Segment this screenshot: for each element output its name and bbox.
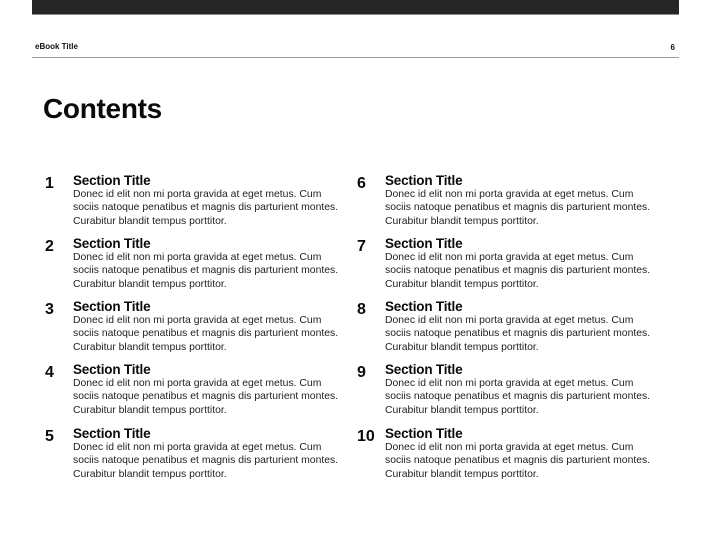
toc-item-number: 4 [45,364,54,381]
toc-item-9[interactable] [357,362,657,422]
toc-item-title[interactable]: Section Title [385,362,463,377]
toc-item-description: Donec id elit non mi porta gravida at eget metus. Cum sociis natoque penatibus et magnis dis parturient montes. Curabitur blandit tempus porttitor. [73,442,339,480]
toc-item-number: 6 [357,175,366,192]
toc-item-7[interactable] [357,236,657,296]
toc-item-description: Donec id elit non mi porta gravida at eget metus. Cum sociis natoque penatibus et magnis dis parturient montes. Curabitur blandit tempus porttitor. [73,252,339,290]
toc-item-5[interactable] [45,426,345,486]
toc-item-description: Donec id elit non mi porta gravida at eget metus. Cum sociis natoque penatibus et magnis dis parturient montes. Curabitur blandit tempus porttitor. [385,442,651,480]
toc-item-number: 1 [45,175,54,192]
toc-item-title[interactable]: Section Title [73,426,151,441]
toc-item-title[interactable]: Section Title [385,236,463,251]
toc-item-number: 7 [357,238,366,255]
book-title: eBook Title [35,42,78,51]
toc-item-number: 10 [357,428,375,445]
page-number: 6 [670,43,675,52]
toc-item-3[interactable] [45,299,345,359]
toc-item-description: Donec id elit non mi porta gravida at eget metus. Cum sociis natoque penatibus et magnis dis parturient montes. Curabitur blandit tempus porttitor. [385,315,651,353]
running-header [32,40,679,58]
toc-item-title[interactable]: Section Title [385,426,463,441]
toc-item-title[interactable]: Section Title [385,173,463,188]
toc-item-4[interactable] [45,362,345,422]
toc-item-number: 9 [357,364,366,381]
toc-item-2[interactable] [45,236,345,296]
toc-item-10[interactable] [357,426,657,486]
toc-item-title[interactable]: Section Title [73,299,151,314]
toc-item-description: Donec id elit non mi porta gravida at eget metus. Cum sociis natoque penatibus et magnis dis parturient montes. Curabitur blandit tempus porttitor. [385,252,651,290]
toc-item-description: Donec id elit non mi porta gravida at eget metus. Cum sociis natoque penatibus et magnis dis parturient montes. Curabitur blandit tempus porttitor. [73,189,339,227]
top-bar [32,0,679,15]
toc-item-description: Donec id elit non mi porta gravida at eget metus. Cum sociis natoque penatibus et magnis dis parturient montes. Curabitur blandit tempus porttitor. [73,315,339,353]
toc-item-title[interactable]: Section Title [385,299,463,314]
toc-item-description: Donec id elit non mi porta gravida at eget metus. Cum sociis natoque penatibus et magnis dis parturient montes. Curabitur blandit tempus porttitor. [385,189,651,227]
toc-item-number: 8 [357,301,366,318]
toc-item-1[interactable] [45,173,345,233]
toc-item-6[interactable] [357,173,657,233]
toc-item-8[interactable] [357,299,657,359]
page-title: Contents [43,93,162,124]
toc-item-number: 5 [45,428,54,445]
toc-item-number: 3 [45,301,54,318]
toc-item-number: 2 [45,238,54,255]
toc-item-description: Donec id elit non mi porta gravida at eget metus. Cum sociis natoque penatibus et magnis dis parturient montes. Curabitur blandit tempus porttitor. [385,378,651,416]
toc-item-title[interactable]: Section Title [73,173,151,188]
toc-item-title[interactable]: Section Title [73,362,151,377]
toc-item-title[interactable]: Section Title [73,236,151,251]
toc-item-description: Donec id elit non mi porta gravida at eget metus. Cum sociis natoque penatibus et magnis dis parturient montes. Curabitur blandit tempus porttitor. [73,378,339,416]
